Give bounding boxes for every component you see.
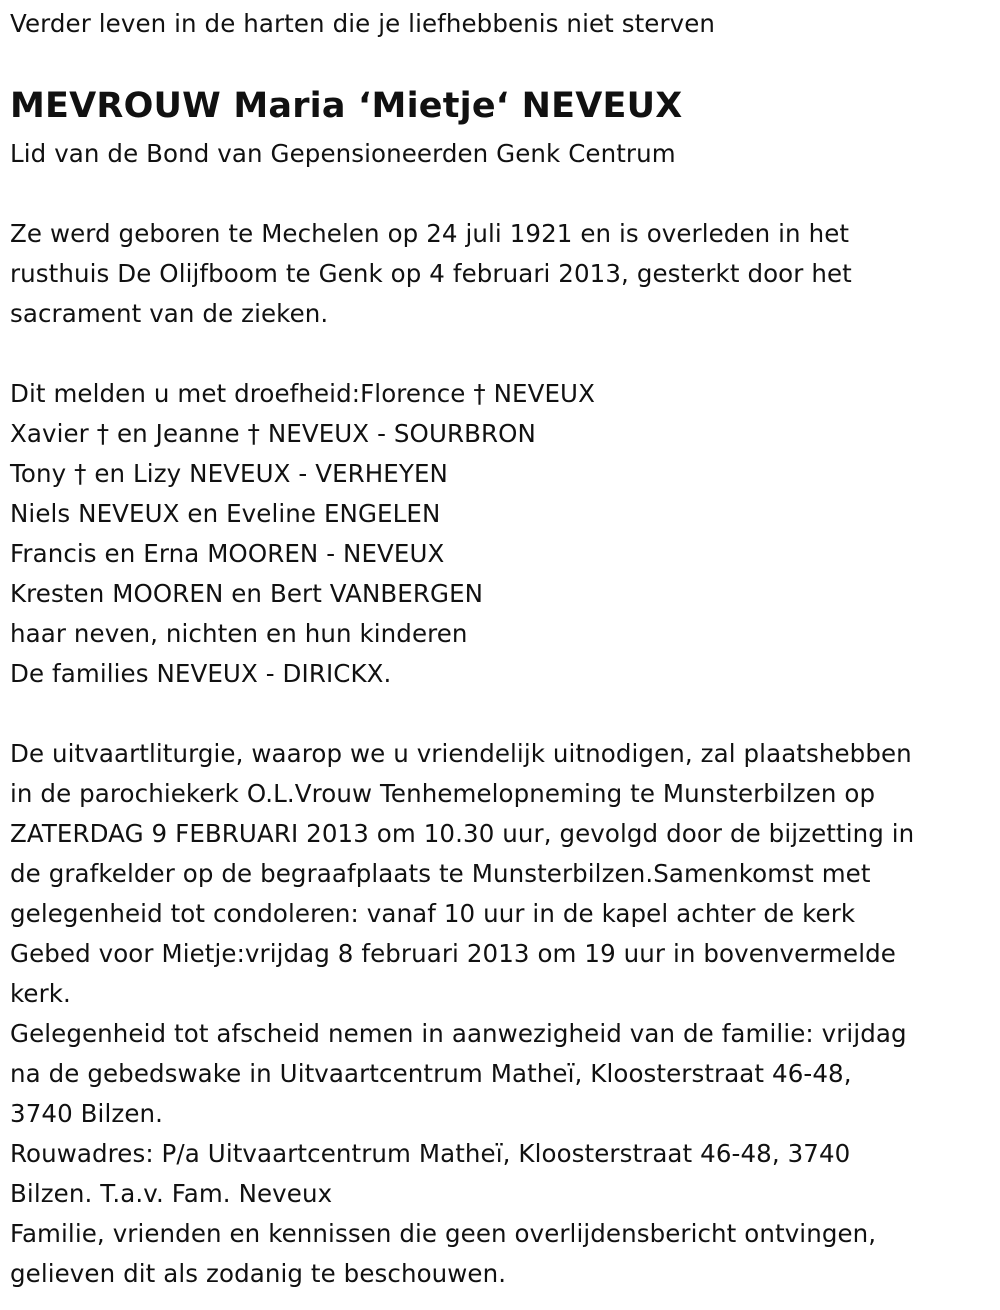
mourner-line: haar neven, nichten en hun kinderen	[10, 619, 468, 648]
deceased-name: MEVROUW Maria ‘Mietje‘ NEVEUX	[10, 86, 683, 126]
funeral-line: gelegenheid tot condoleren: vanaf 10 uur in de kapel achter de kerk	[10, 899, 856, 928]
birth-line: sacrament van de zieken.	[10, 299, 329, 328]
mourner-line: Kresten MOOREN en Bert VANBERGEN	[10, 579, 484, 608]
funeral-line: Familie, vrienden en kennissen die geen overlijdensbericht ontvingen,	[10, 1219, 877, 1248]
funeral-line: de grafkelder op de begraafplaats te Munsterbilzen.Samenkomst met	[10, 859, 871, 888]
funeral-line: gelieven dit als zodanig te beschouwen.	[10, 1259, 507, 1288]
motto: Verder leven in de harten die je liefhebbenis niet sterven	[10, 9, 716, 38]
funeral-line: kerk.	[10, 979, 71, 1008]
birth-death-paragraph	[10, 214, 995, 334]
funeral-line: Gelegenheid tot afscheid nemen in aanwezigheid van de familie: vrijdag	[10, 1019, 907, 1048]
mourner-line: Francis en Erna MOOREN - NEVEUX	[10, 539, 445, 568]
mourner-line: De families NEVEUX - DIRICKX.	[10, 659, 392, 688]
funeral-line: na de gebedswake in Uitvaartcentrum Matheï, Kloosterstraat 46-48,	[10, 1059, 852, 1088]
funeral-line: Rouwadres: P/a Uitvaartcentrum Matheï, Kloosterstraat 46-48, 3740	[10, 1139, 851, 1168]
affiliation: Lid van de Bond van Gepensioneerden Genk Centrum	[10, 139, 676, 168]
funeral-line: ZATERDAG 9 FEBRUARI 2013 om 10.30 uur, gevolgd door de bijzetting in	[10, 819, 915, 848]
funeral-line: 3740 Bilzen.	[10, 1099, 164, 1128]
birth-line: rusthuis De Olijfboom te Genk op 4 februari 2013, gesterkt door het	[10, 259, 852, 288]
funeral-line: Bilzen. T.a.v. Fam. Neveux	[10, 1179, 333, 1208]
mourner-line: Dit melden u met droefheid:Florence † NEVEUX	[10, 379, 595, 408]
funeral-line: Gebed voor Mietje:vrijdag 8 februari 2013 om 19 uur in bovenvermelde	[10, 939, 896, 968]
mourners-list	[10, 374, 995, 694]
funeral-line: De uitvaartliturgie, waarop we u vriendelijk uitnodigen, zal plaatshebben	[10, 739, 912, 768]
mourner-line: Tony † en Lizy NEVEUX - VERHEYEN	[10, 459, 448, 488]
mourner-line: Xavier † en Jeanne † NEVEUX - SOURBRON	[10, 419, 536, 448]
birth-line: Ze werd geboren te Mechelen op 24 juli 1921 en is overleden in het	[10, 219, 850, 248]
funeral-line: in de parochiekerk O.L.Vrouw Tenhemelopneming te Munsterbilzen op	[10, 779, 876, 808]
funeral-details	[10, 734, 995, 1294]
mourner-line: Niels NEVEUX en Eveline ENGELEN	[10, 499, 441, 528]
